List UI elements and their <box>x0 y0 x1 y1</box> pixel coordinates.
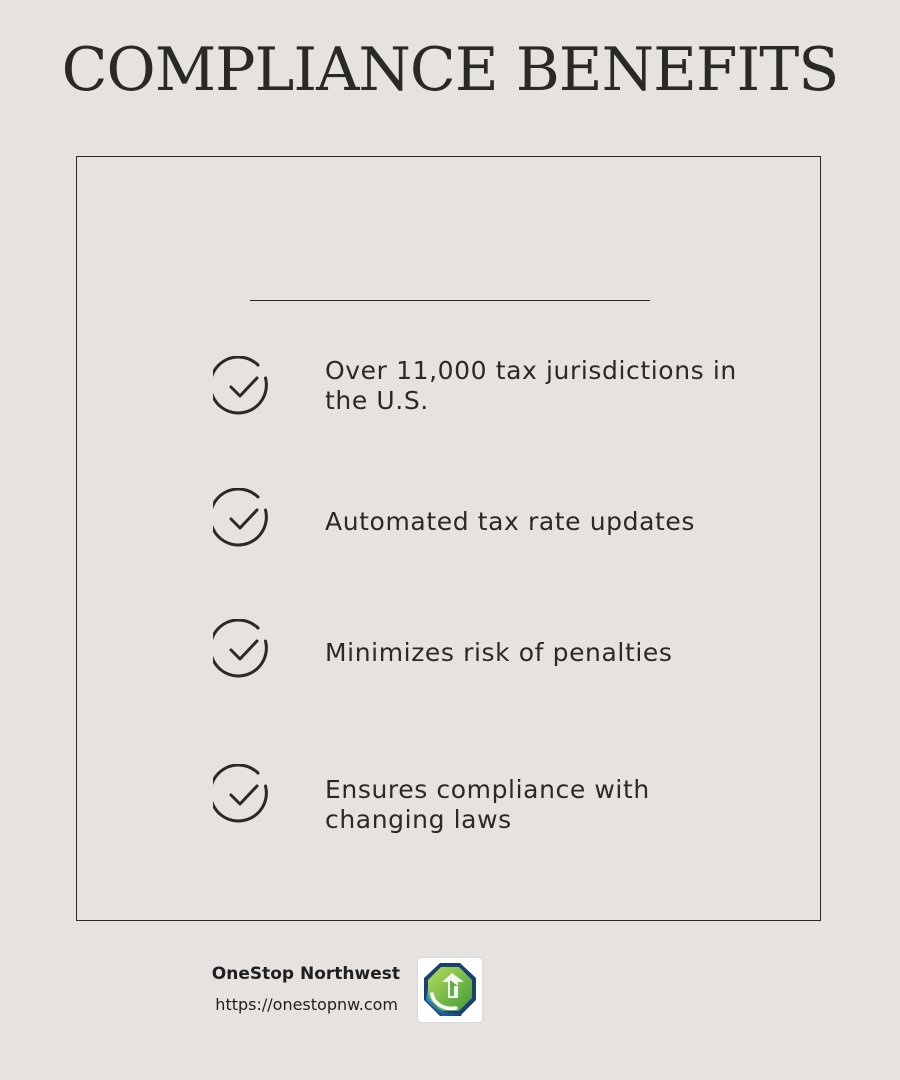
onestop-northwest-logo-icon <box>417 957 483 1023</box>
page-title: COMPLIANCE BENEFITS <box>61 35 839 105</box>
divider-line <box>250 300 650 301</box>
benefit-text: Minimizes risk of penalties <box>325 638 673 667</box>
brand-url[interactable]: https://onestopnw.com <box>215 995 398 1014</box>
check-circle-icon <box>213 356 275 418</box>
check-circle-icon <box>213 619 275 681</box>
check-circle-icon <box>213 764 275 826</box>
check-circle-icon <box>213 488 275 550</box>
benefit-text: Automated tax rate updates <box>325 507 696 536</box>
benefit-text: Over 11,000 tax jurisdictions in the U.S. <box>325 356 737 415</box>
brand-name: OneStop Northwest <box>211 964 400 984</box>
benefit-text: Ensures compliance with changing laws <box>325 775 650 834</box>
